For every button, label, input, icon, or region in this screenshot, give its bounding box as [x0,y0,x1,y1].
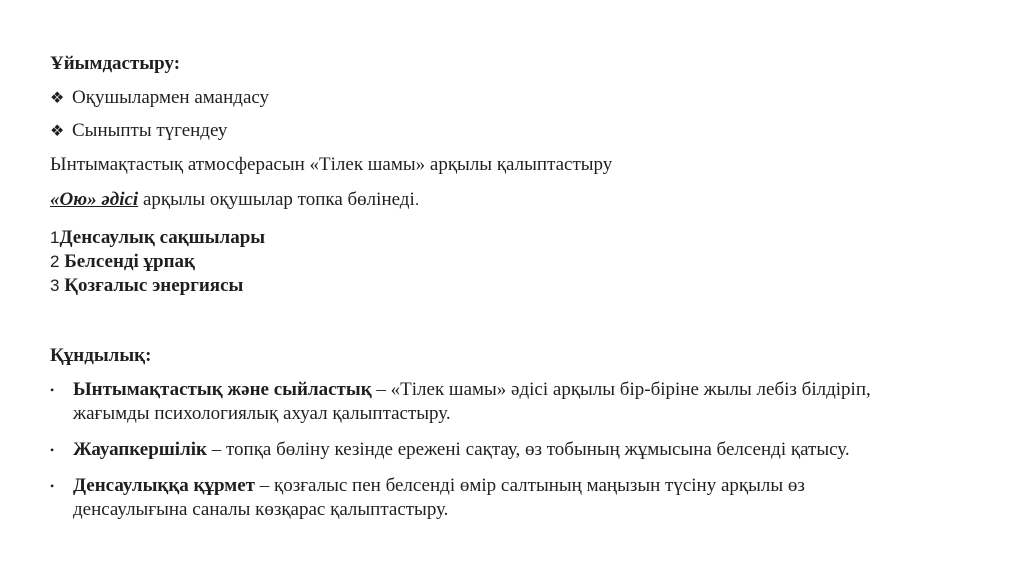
values-heading: Құндылық: [50,345,152,366]
group-name: Денсаулық сақшылары [59,227,266,248]
bullet-icon: • [50,383,55,397]
method-line [50,188,419,212]
group-number: 3 [50,276,65,295]
value-item-cooperation [50,378,990,426]
diamond-bullet-icon: ❖ [50,123,65,140]
method-period: . [414,190,420,209]
value-term: Жауапкершілік [73,439,207,460]
value-desc-continued: жағымды психологиялық ахуал қалыптастыру. [73,403,451,424]
value-item-responsibility [50,438,990,462]
group-number: 1 [50,228,60,247]
value-desc: – «Тілек шамы» әдісі арқылы бір-біріне жылы лебіз білдіріп, [371,379,871,400]
greeting-item [50,86,269,111]
method-name: «Ою» әдісі [50,189,139,210]
value-desc-continued: денсаулығына саналы көзқарас қалыптастыру. [73,499,449,520]
value-term: Денсаулыққа құрмет [73,475,255,496]
group-number: 2 [50,252,65,271]
value-desc: – қозғалыс пен белсенді өмір салтының маңызын түсіну арқылы өз [254,475,805,496]
group-name: Белсенді ұрпақ [64,251,195,272]
greeting-text: Оқушылармен амандасу [72,87,270,108]
attendance-item [50,119,227,144]
atmosphere-line: Ынтымақтастық атмосферасын «Тілек шамы» арқылы қалыптастыру [50,154,613,175]
diamond-bullet-icon: ❖ [50,90,65,107]
value-desc: – топқа бөліну кезінде ережені сақтау, өз тобының жұмысына белсенді қатысу. [206,439,850,460]
group-item-2 [50,250,195,274]
attendance-text: Сыныпты түгендеу [72,120,228,141]
group-item-3 [50,274,243,298]
group-item-1 [50,226,265,250]
method-rest: арқылы оқушылар топка бөлінеді [138,189,415,210]
organization-heading: Ұйымдастыру: [50,53,181,74]
bullet-icon: • [50,443,55,457]
bullet-icon: • [50,479,55,493]
value-item-health [50,474,990,522]
value-term: Ынтымақтастық және сыйластық [73,379,372,400]
group-name: Қозғалыс энергиясы [64,275,244,296]
